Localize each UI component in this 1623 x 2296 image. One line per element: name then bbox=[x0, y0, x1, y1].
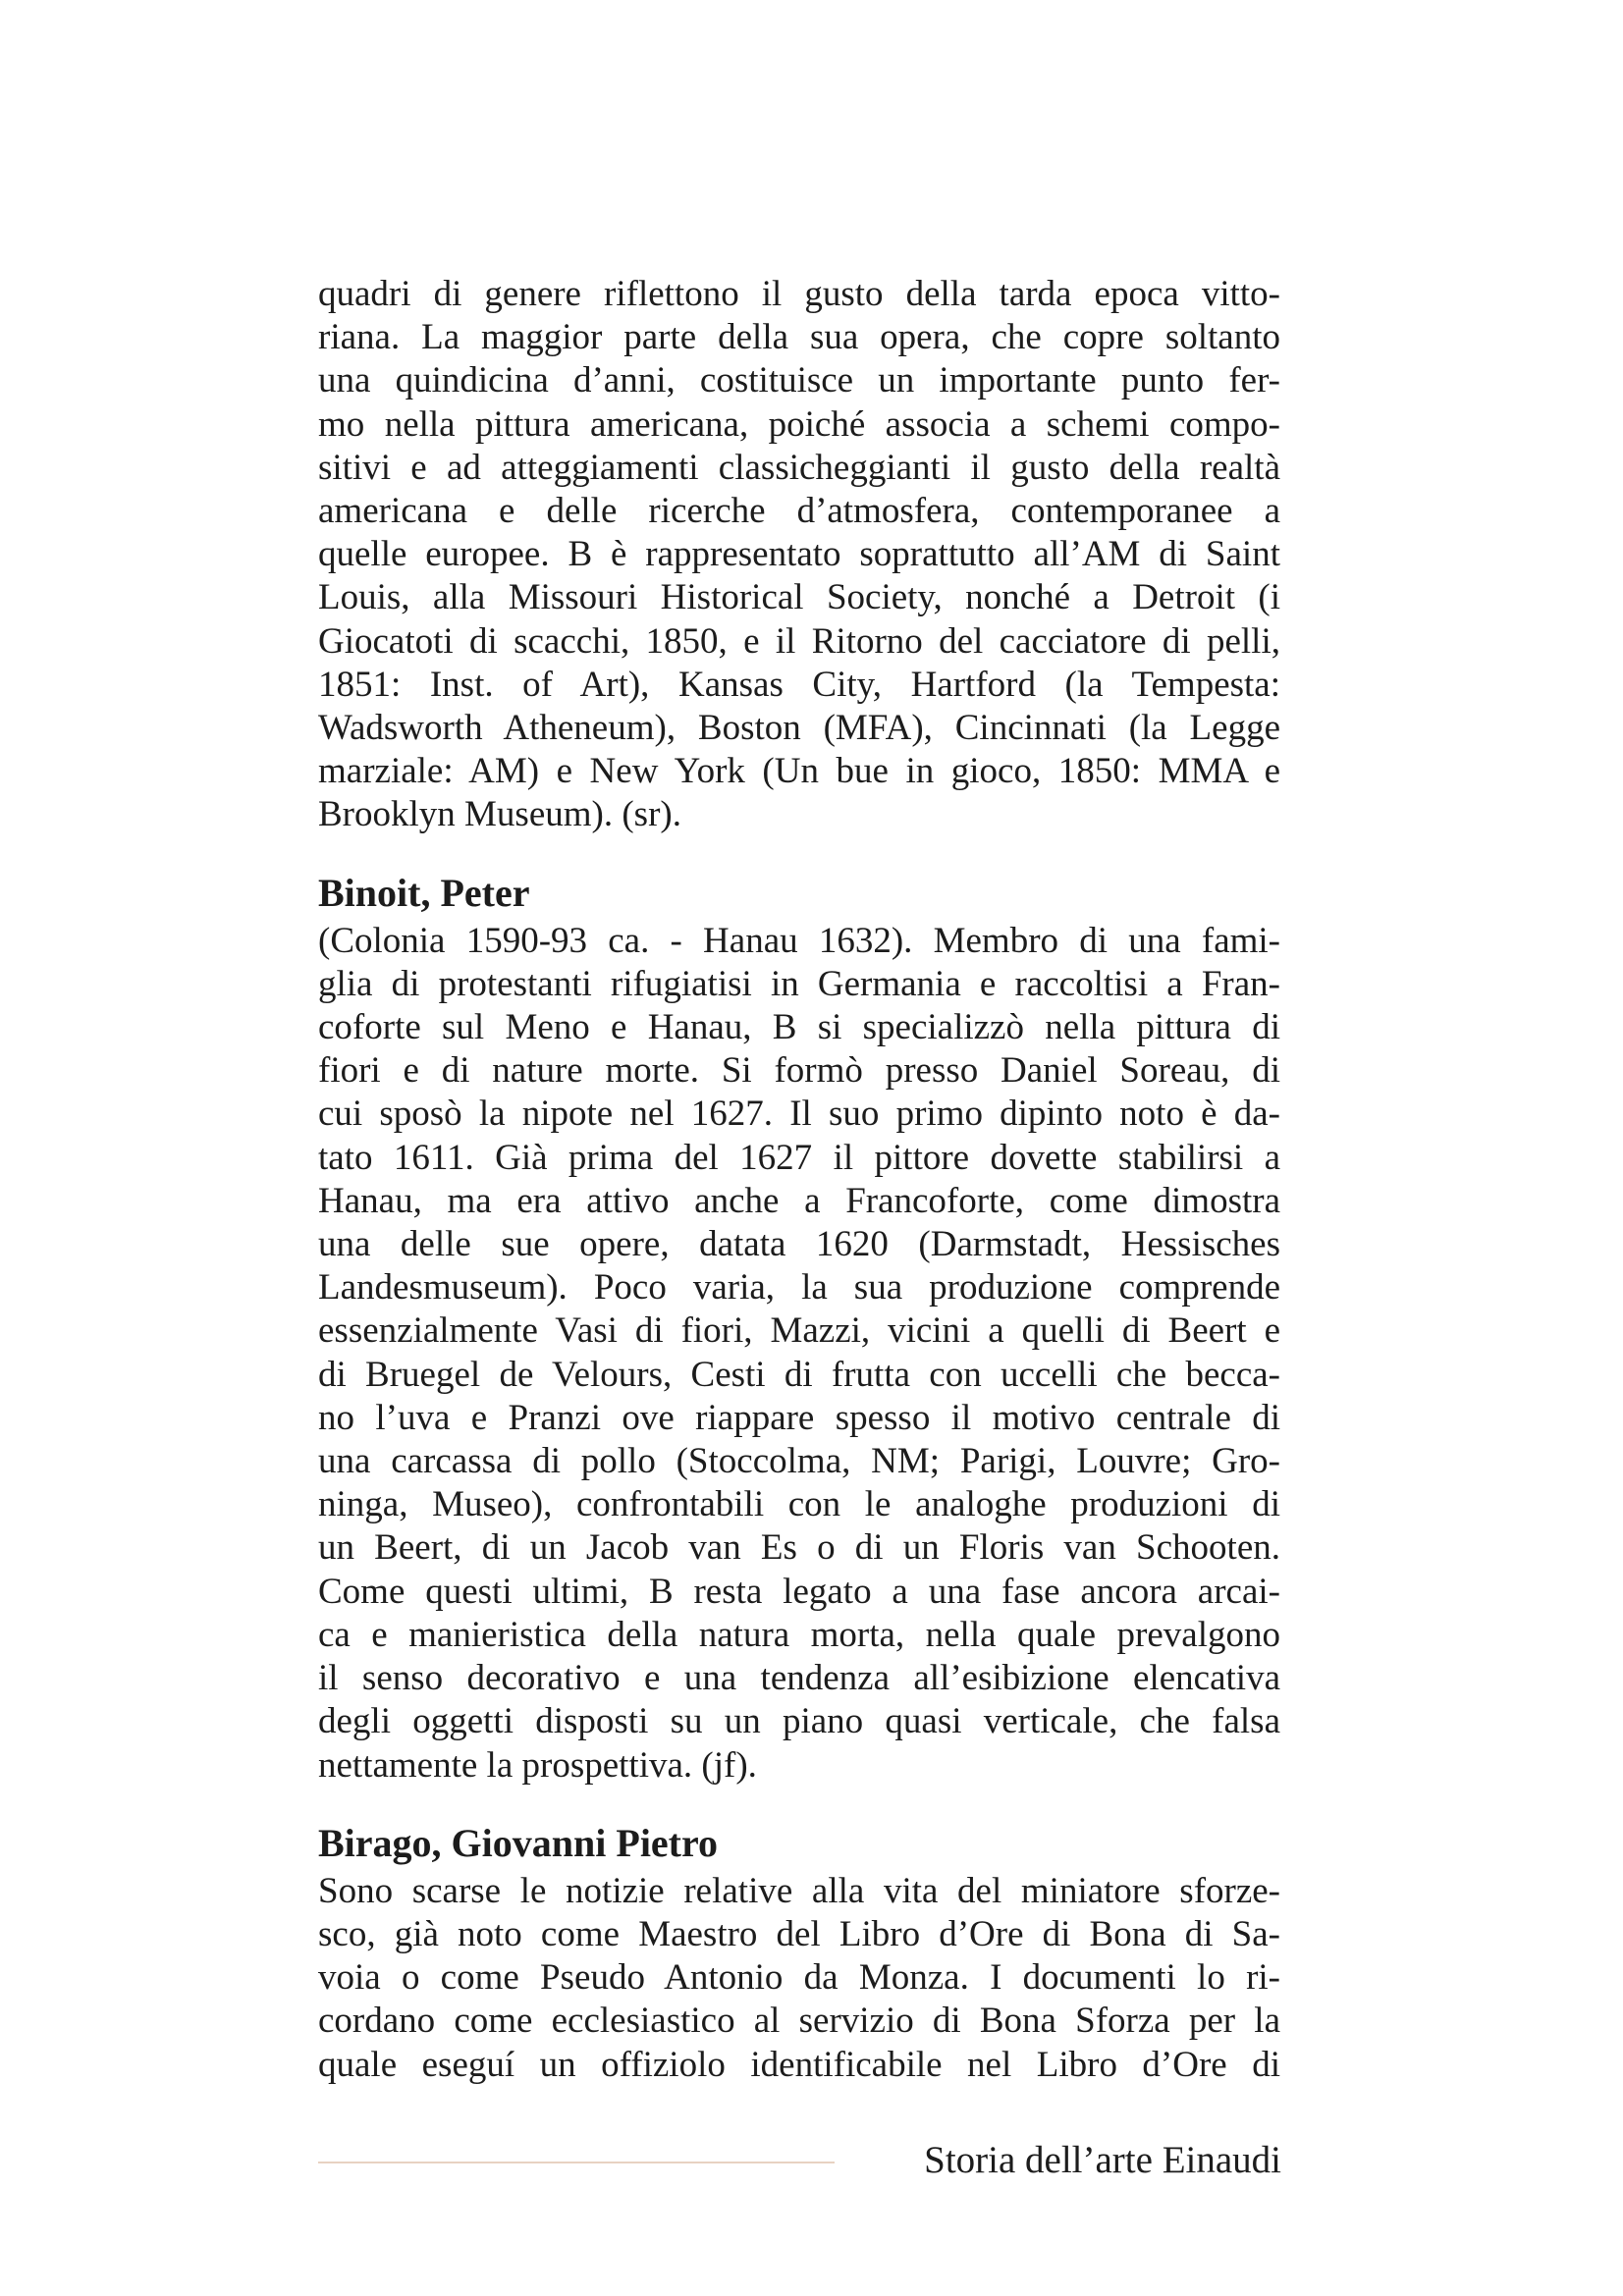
text-line: il senso decorativo e una tendenza all’esibizione elencativa bbox=[318, 1658, 1280, 1699]
text-line: 1851: Inst. of Art), Kansas City, Hartford (la Tempesta: bbox=[318, 664, 1280, 705]
intro-paragraph bbox=[318, 273, 1280, 837]
text-line: Brooklyn Museum). (sr). bbox=[318, 794, 681, 835]
text-line: coforte sul Meno e Hanau, B si specializzò nella pittura di bbox=[318, 1007, 1280, 1048]
text-line: di Bruegel de Velours, Cesti di frutta con uccelli che becca- bbox=[318, 1354, 1280, 1395]
text-line: cui sposò la nipote nel 1627. Il suo primo dipinto noto è da- bbox=[318, 1094, 1280, 1135]
text-line: quelle europee. B è rappresentato soprattutto all’AM di Saint bbox=[318, 534, 1280, 575]
text-line: quale eseguí un offiziolo identificabile nel Libro d’Ore di bbox=[318, 2044, 1280, 2085]
text-line: mo nella pittura americana, poiché associa a schemi compo- bbox=[318, 403, 1280, 445]
text-line: marziale: AM) e New York (Un bue in gioco, 1850: MMA e bbox=[318, 751, 1280, 792]
text-line: sitivi e ad atteggiamenti classicheggianti il gusto della realtà bbox=[318, 447, 1280, 488]
text-line: riana. La maggior parte della sua opera, che copre soltanto bbox=[318, 317, 1280, 358]
text-line: nettamente la prospettiva. (jf). bbox=[318, 1744, 757, 1786]
text-line: americana e delle ricerche d’atmosfera, contemporanee a bbox=[318, 491, 1280, 532]
text-line: Giocatoti di scacchi, 1850, e il Ritorno del cacciatore di pelli, bbox=[318, 620, 1280, 662]
footer-title: Storia dell’arte Einaudi bbox=[924, 2139, 1281, 2181]
text-line: sco, già noto come Maestro del Libro d’Ore di Bona di Sa- bbox=[318, 1913, 1280, 1954]
entry-title-birago: Birago, Giovanni Pietro bbox=[318, 1820, 719, 1865]
text-line: una delle sue opere, datata 1620 (Darmstadt, Hessisches bbox=[318, 1224, 1280, 1265]
text-line: Come questi ultimi, B resta legato a una fase ancora arcai- bbox=[318, 1571, 1280, 1612]
text-line: Louis, alla Missouri Historical Society, nonché a Detroit (i bbox=[318, 577, 1280, 618]
text-line: essenzialmente Vasi di fiori, Mazzi, vicini a quelli di Beert e bbox=[318, 1310, 1280, 1352]
entry-body-binoit bbox=[318, 920, 1280, 1788]
text-line: no l’uva e Pranzi ove riappare spesso il motivo centrale di bbox=[318, 1397, 1280, 1438]
text-line: Sono scarse le notizie relative alla vita del miniatore sforze- bbox=[318, 1870, 1280, 1911]
entry-title-binoit: Binoit, Peter bbox=[318, 870, 530, 915]
text-line: una carcassa di pollo (Stoccolma, NM; Parigi, Louvre; Gro- bbox=[318, 1441, 1280, 1482]
text-line: quadri di genere riflettono il gusto della tarda epoca vitto- bbox=[318, 274, 1280, 314]
text-line: Landesmuseum). Poco varia, la sua produzione comprende bbox=[318, 1267, 1280, 1308]
text-line: fiori e di nature morte. Si formò presso Daniel Soreau, di bbox=[318, 1050, 1280, 1092]
text-line: tato 1611. Già prima del 1627 il pittore dovette stabilirsi a bbox=[318, 1137, 1280, 1178]
text-line: glia di protestanti rifugiatisi in Germania e raccoltisi a Fran- bbox=[318, 963, 1280, 1004]
text-line: Hanau, ma era attivo anche a Francoforte, come dimostra bbox=[318, 1180, 1280, 1221]
page-body bbox=[318, 273, 1280, 2087]
text-line: voia o come Pseudo Antonio da Monza. I documenti lo ri- bbox=[318, 1957, 1280, 1999]
text-line: ca e manieristica della natura morta, nella quale prevalgono bbox=[318, 1614, 1280, 1655]
text-line: ninga, Museo), confrontabili con le analoghe produzioni di bbox=[318, 1484, 1280, 1525]
text-line: un Beert, di un Jacob van Es o di un Floris van Schooten. bbox=[318, 1527, 1280, 1569]
text-line: cordano come ecclesiastico al servizio di Bona Sforza per la bbox=[318, 2001, 1280, 2042]
text-line: degli oggetti disposti su un piano quasi verticale, che falsa bbox=[318, 1701, 1280, 1742]
text-line: Wadsworth Atheneum), Boston (MFA), Cincinnati (la Legge bbox=[318, 708, 1280, 749]
entry-body-birago bbox=[318, 1870, 1280, 2087]
footer-rule bbox=[318, 2162, 835, 2163]
text-line: una quindicina d’anni, costituisce un importante punto fer- bbox=[318, 360, 1280, 401]
text-line: (Colonia 1590-93 ca. - Hanau 1632). Membro di una fami- bbox=[318, 920, 1280, 961]
